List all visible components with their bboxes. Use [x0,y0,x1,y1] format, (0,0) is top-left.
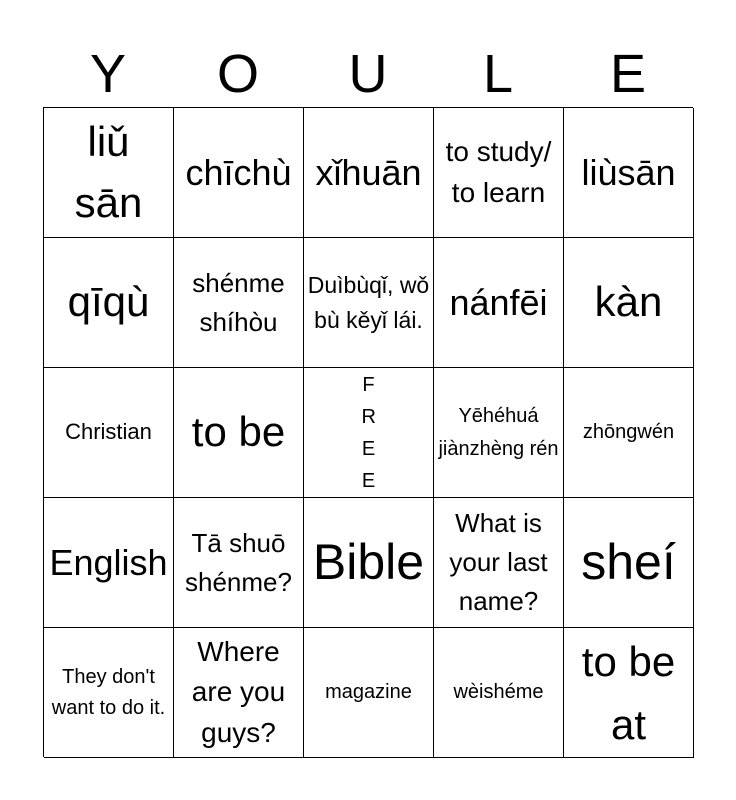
bingo-cell[interactable]: Where are you guys? [174,628,304,758]
bingo-cell[interactable]: qīqù [44,238,174,368]
bingo-cell[interactable]: nánfēi [434,238,564,368]
bingo-card-grid [43,107,693,757]
bingo-cell[interactable]: liǔ sān [44,108,174,238]
free-space-label: FREE [361,373,376,492]
header-letter-e: E [609,44,647,104]
bingo-cell[interactable]: magazine [304,628,434,758]
bingo-cell[interactable]: Duìbùqǐ, wǒ bù kěyǐ lái. [304,238,434,368]
bingo-cell[interactable]: to study/ to learn [434,108,564,238]
bingo-cell[interactable]: kàn [564,238,694,368]
free-space-cell[interactable] [304,368,434,498]
bingo-cell[interactable]: Christian [44,368,174,498]
bingo-header [43,40,693,108]
bingo-cell[interactable]: sheí [564,498,694,628]
bingo-cell[interactable]: liùsān [564,108,694,238]
bingo-cell[interactable]: Tā shuō shénme? [174,498,304,628]
bingo-cell[interactable]: wèishéme [434,628,564,758]
header-letter-y: Y [89,44,127,104]
bingo-cell[interactable]: They don't want to do it. [44,628,174,758]
bingo-cell[interactable]: Yēhéhuá jiànzhèng rén [434,368,564,498]
bingo-cell[interactable]: shénme shíhòu [174,238,304,368]
header-letter-o: O [216,44,259,104]
bingo-cell[interactable]: Bible [304,498,434,628]
bingo-cell[interactable]: English [44,498,174,628]
header-letter-l: L [482,44,514,104]
bingo-cell[interactable]: xǐhuān [304,108,434,238]
bingo-cell[interactable]: to be [174,368,304,498]
bingo-cell[interactable]: What is your last name? [434,498,564,628]
header-letter-u: U [348,44,388,104]
bingo-cell[interactable]: to be at [564,628,694,758]
bingo-cell[interactable]: chīchù [174,108,304,238]
bingo-cell[interactable]: zhōngwén [564,368,694,498]
